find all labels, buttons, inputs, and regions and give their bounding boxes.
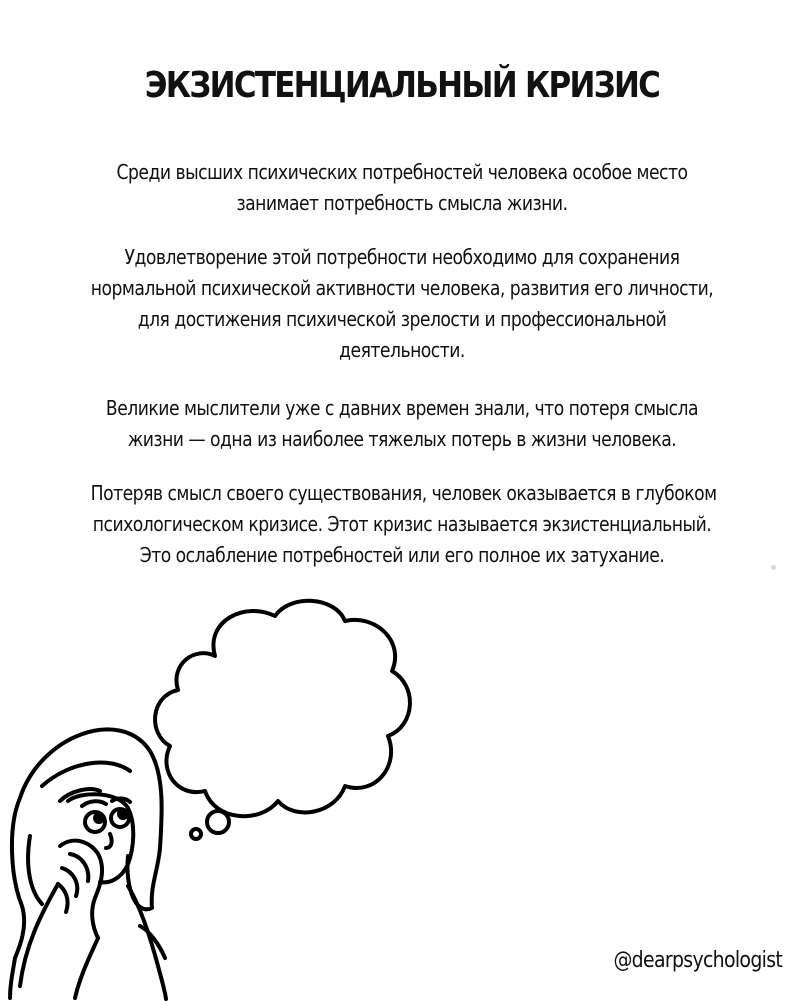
paragraph-line: Это ослабление потребностей или его полное их затухание. bbox=[139, 543, 665, 567]
author-handle: @dearpsychologist bbox=[613, 948, 782, 973]
paragraph-line: занимает потребность смысла жизни. bbox=[236, 191, 568, 215]
thinking-girl-with-thought-bubble-icon bbox=[0, 586, 420, 1001]
paragraph-1 bbox=[40, 157, 764, 219]
paragraph-line: жизни — одна из наиболее тяжелых потерь в жизни человека. bbox=[127, 427, 677, 451]
paragraph-line: Потеряв смысл своего существования, человек оказывается в глубоком bbox=[90, 481, 717, 505]
paragraph-line: деятельности. bbox=[339, 338, 465, 362]
hand-icon bbox=[58, 841, 102, 938]
paragraph-2 bbox=[40, 242, 764, 366]
paragraph-line: нормальной психической активности человека, развития его личности, bbox=[90, 276, 714, 300]
paragraph-line: Великие мыслители уже с давних времен знали, что потеря смысла bbox=[105, 396, 699, 420]
thought-bubble-small-icon bbox=[207, 811, 229, 833]
page-title: ЭКЗИСТЕНЦИАЛЬНЫЙ КРИЗИС bbox=[144, 65, 660, 106]
paragraph-4 bbox=[40, 478, 764, 571]
paragraph-3 bbox=[40, 393, 764, 455]
paragraph-line: психологическом кризисе. Этот кризис называется экзистенциальный. bbox=[92, 512, 712, 536]
paragraph-line: для достижения психической зрелости и профессиональной bbox=[137, 307, 667, 331]
thought-bubble-tiny-icon bbox=[191, 829, 201, 839]
paragraph-line: Среди высших психических потребностей человека особое место bbox=[116, 160, 688, 184]
paragraph-line: Удовлетворение этой потребности необходимо для сохранения bbox=[124, 245, 680, 269]
speck-dot bbox=[771, 565, 776, 570]
thought-bubble-icon bbox=[155, 601, 410, 816]
